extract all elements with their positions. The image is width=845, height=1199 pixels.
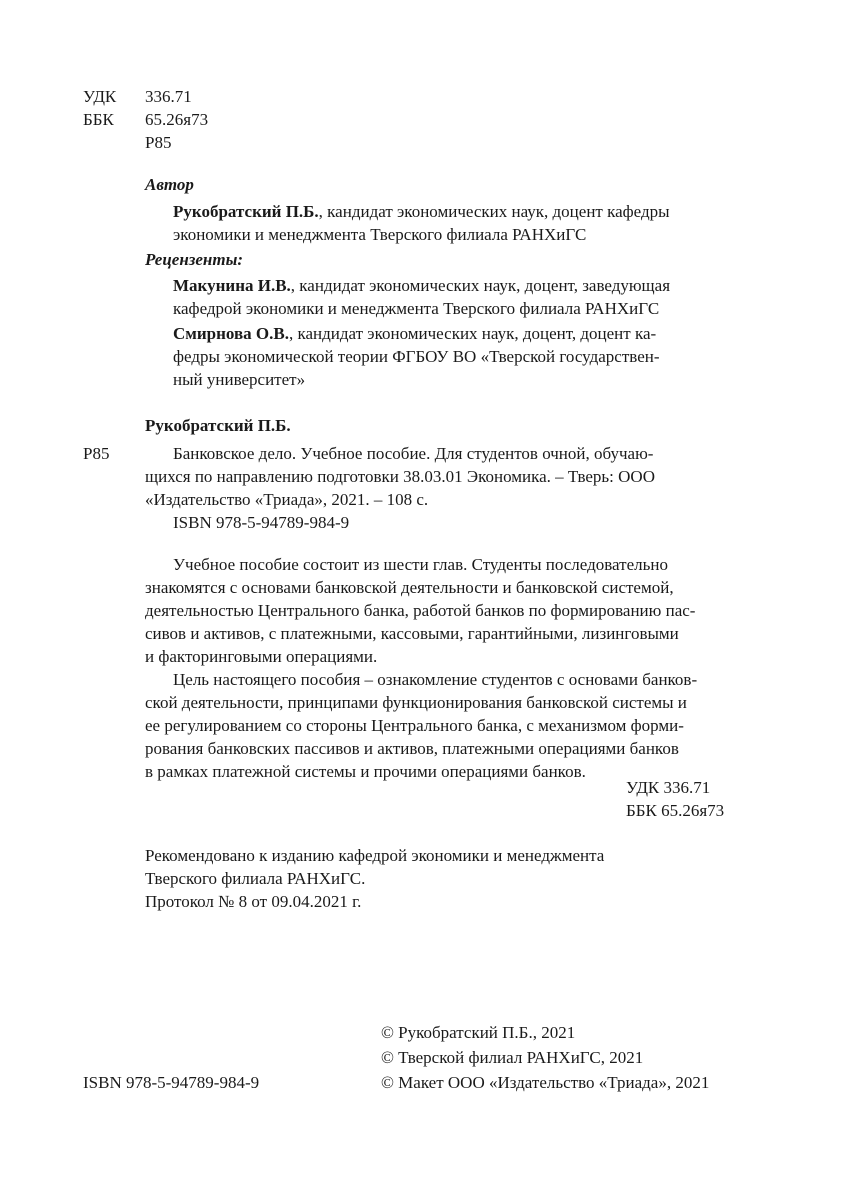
reviewer2-line-2: федры экономической теории ФГБОУ ВО «Тверской государствен- — [173, 347, 660, 366]
bbk-label: ББК — [83, 110, 114, 129]
bib-isbn: ISBN 978-5-94789-984-9 — [173, 513, 350, 532]
abstract-p1-line-4: сивов и активов, с платежными, кассовыми, гарантийными, лизинговыми — [145, 624, 679, 643]
right-udk: УДК 336.71 — [626, 778, 711, 797]
reviewer2-name: Смирнова О.В. — [173, 324, 289, 343]
reviewer2-line-1 — [173, 322, 656, 345]
right-bbk: ББК 65.26я73 — [626, 801, 725, 820]
recommendation-line-3: Протокол № 8 от 09.04.2021 г. — [145, 892, 362, 911]
author-line-2: экономики и менеджмента Тверского филиала РАНХиГС — [173, 225, 587, 244]
reviewer1-line-1 — [173, 274, 670, 297]
author-heading: Автор — [145, 175, 194, 194]
abstract-p1-line-1: Учебное пособие состоит из шести глав. Студенты последовательно — [173, 555, 668, 574]
abstract-p2-line-3: ее регулированием со стороны Центрального банка, с механизмом форми- — [145, 716, 684, 735]
bib-mark: Р85 — [83, 444, 110, 463]
reviewer2-line-3: ный университет» — [173, 370, 306, 389]
footer-isbn: ISBN 978-5-94789-984-9 — [83, 1073, 260, 1092]
author-credentials: , кандидат экономических наук, доцент кафедры — [318, 202, 670, 221]
copyright-line-2: © Тверской филиал РАНХиГС, 2021 — [381, 1048, 644, 1067]
recommendation-line-2: Тверского филиала РАНХиГС. — [145, 869, 366, 888]
recommendation-line-1: Рекомендовано к изданию кафедрой экономики и менеджмента — [145, 846, 605, 865]
reviewer1-line-2: кафедрой экономики и менеджмента Тверского филиала РАНХиГС — [173, 299, 660, 318]
abstract-p2-line-2: ской деятельности, принципами функционирования банковской системы и — [145, 693, 687, 712]
abstract-p2-line-4: рования банковских пассивов и активов, платежными операциями банков — [145, 739, 679, 758]
reviewers-heading: Рецензенты: — [145, 250, 244, 269]
author-mark: Р85 — [145, 133, 172, 152]
abstract-p1-line-3: деятельностью Центрального банка, работой банков по формированию пас- — [145, 601, 696, 620]
copyright-line-1: © Рукобратский П.Б., 2021 — [381, 1023, 576, 1042]
udk-label: УДК — [83, 87, 117, 106]
reviewer1-name: Макунина И.В. — [173, 276, 291, 295]
copyright-line-3: © Макет ООО «Издательство «Триада», 2021 — [381, 1073, 710, 1092]
abstract-p1-line-2: знакомятся с основами банковской деятельности и банковской системой, — [145, 578, 674, 597]
bib-line-2: щихся по направлению подготовки 38.03.01 Экономика. – Тверь: ООО — [145, 467, 655, 486]
abstract-p1-line-5: и факторинговыми операциями. — [145, 647, 378, 666]
reviewer2-credentials: , кандидат экономических наук, доцент, доцент ка- — [288, 324, 657, 343]
bib-line-1: Банковское дело. Учебное пособие. Для студентов очной, обучаю- — [173, 444, 654, 463]
bib-author-heading: Рукобратский П.Б. — [145, 416, 291, 435]
abstract-p2-line-5: в рамках платежной системы и прочими операциями банков. — [145, 762, 586, 781]
author-name: Рукобратский П.Б. — [173, 202, 319, 221]
abstract-p2-line-1: Цель настоящего пособия – ознакомление студентов с основами банков- — [173, 670, 698, 689]
bib-line-3: «Издательство «Триада», 2021. – 108 с. — [145, 490, 429, 509]
author-line-1 — [173, 200, 670, 223]
udk-value: 336.71 — [145, 87, 192, 106]
reviewer1-credentials: , кандидат экономических наук, доцент, заведующая — [290, 276, 671, 295]
bbk-value: 65.26я73 — [145, 110, 209, 129]
